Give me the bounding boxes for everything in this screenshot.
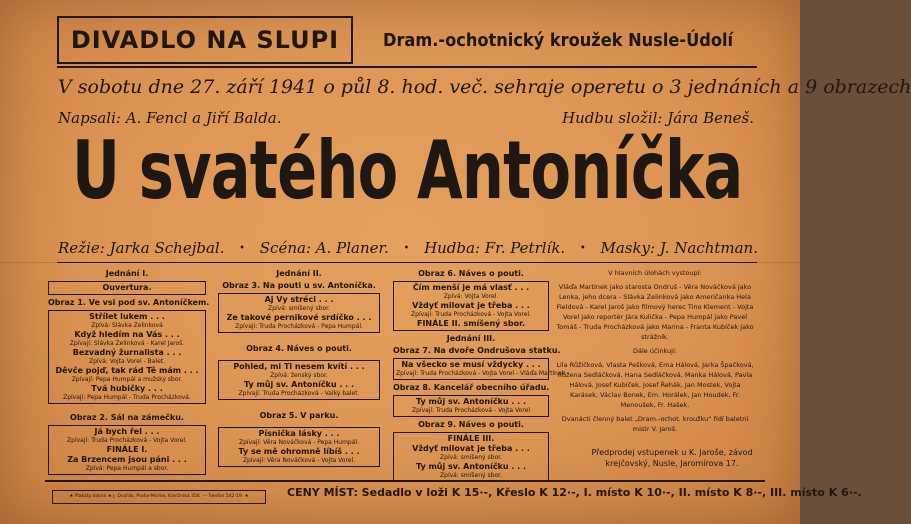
act-heading: Jednání III. [446, 334, 496, 343]
song-title: Střílet lukem . . . [89, 312, 165, 321]
song-singers: Zpívají: Slávka Zelinková - Karel Jaroš. [69, 340, 185, 347]
song-title: Za Brzencem jsou páni . . . [67, 455, 187, 464]
theatre-name-box [57, 16, 353, 64]
scene-heading: Obraz 3. Na pouti u sv. Antoníčka. [222, 281, 376, 290]
song-title: Ty můj sv. Antoníčku . . . [415, 397, 527, 406]
song-singers: Zpívají: Pepa Humpál a mužský sbor. [71, 376, 183, 383]
cast-heading: V hlavních úlohách vystoupí: [608, 269, 702, 277]
song-singers: Zpívá: smíšený sbor. [440, 454, 502, 461]
music-credit: Hudba: Fr. Petrlík. [424, 239, 566, 257]
song-title: Vždyť milovat je třeba . . . [412, 301, 530, 310]
program-column-2 [218, 268, 380, 469]
song-title: Když hledím na Vás . . . [74, 330, 180, 339]
song-singers: Zpívají: Pepa Humpál - Truda Procházková. [63, 394, 191, 401]
composer: Hudbu složil: Jára Beneš. [562, 109, 754, 127]
finale-heading: FINÁLE II. smíšený sbor. [416, 319, 525, 328]
song-singers: Zpívají: Truda Procházková - Vojta Vorel. [411, 311, 531, 318]
cast-list [555, 268, 755, 438]
song-title: Písnička lásky . . . [258, 429, 340, 438]
bullet: • [403, 242, 410, 254]
supporting-cast: Lila Růžičková, Vlasta Pešková, Ema Hálová, Jarka Špačková, Růžena Sedláčková, Hana Sedláčková, Manka Hálová, Pavla Hálová, Josef Kubíček, Josef Řehák, Jan Mostek, Vojta Karásek, Václav Bonek, Em. Horálek, Jan Houdek, Fr. Menoušek, Fr. Hašek. [556, 361, 754, 409]
song-list [393, 358, 566, 380]
finale-heading: FINÁLE I. [106, 445, 148, 454]
song-singers: Zpívá: Vojta Vorel. [443, 293, 499, 300]
director-credit: Režie: Jarka Schejbal. [58, 239, 225, 257]
scene-heading: Obraz 9. Náves o pouti. [418, 420, 524, 429]
song-singers: Zpívá: Slávka Zelinková [91, 322, 163, 329]
song-title: Na všecko se musí vždycky . . . [401, 360, 541, 369]
performance-announcement: V sobotu dne 27. září 1941 o půl 8. hod. več. sehraje operetu o 3 jednáních a 9 obrazech [58, 76, 911, 98]
song-list [393, 395, 549, 417]
song-singers: Zpívají: Truda Procházková - Vojta Vorel - Vláďa Martínek [396, 370, 566, 377]
operetta-title: U svatého Antoníčka [72, 124, 743, 217]
song-title: Ty můj sv. Antoníčku . . . [243, 380, 355, 389]
program-column-3 [393, 268, 566, 484]
ticket-prices: CENY MÍST: Sedadlo v loži K 15·-, Křeslo K 12·-, I. místo K 10·-, II. místo K 8·-, III. místo K 6·-. [287, 486, 862, 499]
song-title: Ty můj sv. Antoníčku . . . [415, 462, 527, 471]
finale-heading: FINÁLE III. [447, 434, 495, 443]
song-singers: Zpívají: Truda Procházková - Vojta Vorel. [67, 437, 187, 444]
song-title: Aj Vy stréci . . . [264, 295, 334, 304]
scene-heading: Obraz 1. Ve vsi pod sv. Antoníčkem. [48, 298, 210, 307]
program-rule [57, 262, 757, 263]
song-singers: Zpívají: Truda Procházková - Valký balet. [238, 390, 360, 397]
lead-cast: Vláďa Martínek jako starosta Ondruš - Věra Nováčková jako Lenka, jeho dcera - Slávka Zelinková jako Američanka Hela Fieldová - Karel Jaroš jako filmový herec Tino Klement - Vojta Vorel jako reportér Jára Kulička - Pepa Humpál jako Pavel Tomáš - Truda Procházková jako Marina - Franta Kubíček jako strážník. [556, 283, 754, 341]
song-list [218, 293, 380, 333]
supporting-heading: Dále účinkují: [633, 347, 677, 355]
song-title: Čím menší je má vlasť . . . [412, 283, 530, 292]
scene-credit: Scéna: A. Planer. [259, 239, 389, 257]
song-title: Bezvadný žurnalista . . . [72, 348, 182, 357]
song-singers: Zpívají: Truda Procházková - Vojta Vorel [411, 407, 531, 414]
header-rule [57, 66, 757, 68]
credits-line [58, 239, 758, 257]
troupe-name: Dram.-ochotnický kroužek Nusle-Údolí [383, 30, 734, 51]
scene-heading: Obraz 4. Náves o pouti. [246, 344, 352, 353]
scene-heading: Obraz 8. Kancelář obecního úřadu. [393, 383, 550, 392]
act-heading: Jednání II. [276, 269, 322, 278]
song-list [393, 281, 549, 331]
footer-rule [45, 480, 765, 482]
scene-heading: Obraz 2. Sál na zámečku. [70, 413, 184, 422]
song-list [218, 360, 380, 400]
program-column-1 [48, 268, 210, 477]
song-title: Ty se mě ohromně líbíš . . . [238, 447, 360, 456]
song-box [48, 281, 206, 295]
song-list [218, 427, 380, 467]
song-singers: Zpívá: Pepa Humpál a sbor. [85, 465, 169, 472]
ticket-presale: Předprodej vstupenek u K. Jaroše, závod krejčovský, Nusle, Jaromírova 17. [591, 448, 753, 468]
masks-credit: Masky: J. Nachtman. [600, 239, 758, 257]
ballet-note: Dvanácti členný balet „Dram.-ochot. kroužku" řídí baletní mistr V. Jaroš. [561, 415, 749, 433]
song-title: Děvče pojď, tak rád Tě mám . . . [55, 366, 199, 375]
song-singers: Zpívají: Truda Procházková - Pepa Humpál. [235, 323, 363, 330]
song-title: Vždyť milovat je třeba . . . [412, 444, 530, 453]
printer-imprint: ★ Plakáty tiskne ★ J. Dvořák, Praha-Michle, Kavčírská 356. — Telefon 542-19. ★ [52, 490, 266, 504]
song-list [393, 432, 549, 482]
authors: Napsali: A. Fencl a Jiří Balda. [58, 109, 282, 127]
scene-heading: Obraz 5. V parku. [259, 411, 339, 420]
song-list [48, 310, 206, 404]
song-singers: Zpívá: smíšený sbor. [268, 305, 330, 312]
song-singers: Zpívá: smíšený sbor. [440, 472, 502, 479]
scene-heading: Obraz 6. Náves o pouti. [418, 269, 524, 278]
bullet: • [579, 242, 586, 254]
bullet: • [239, 242, 246, 254]
song-list [48, 425, 206, 475]
scene-heading: Obraz 7. Na dvoře Ondrušova statku. [393, 346, 561, 355]
song-singers: Zpívá: ženský sbor. [270, 372, 328, 379]
song-title: Pohled, mi Ti nesem kvítí . . . [233, 362, 365, 371]
song-singers: Zpívají: Věra Nováčková - Pepa Humpál. [239, 439, 359, 446]
song-title: Ouvertura. [102, 283, 152, 292]
song-title: Tvá hubičky . . . [91, 384, 163, 393]
song-singers: Zpívá: Vojta Vorel - Balet. [88, 358, 166, 365]
song-title: Já bych řel . . . [94, 427, 160, 436]
song-singers: Zpívají: Věra Nováčková - Vojta Vorel. [242, 457, 356, 464]
theatre-name: DIVADLO NA SLUPI [70, 26, 340, 54]
act-heading: Jednání I. [105, 269, 149, 278]
song-title: Ze takové pernikové srdíčko . . . [226, 313, 372, 322]
